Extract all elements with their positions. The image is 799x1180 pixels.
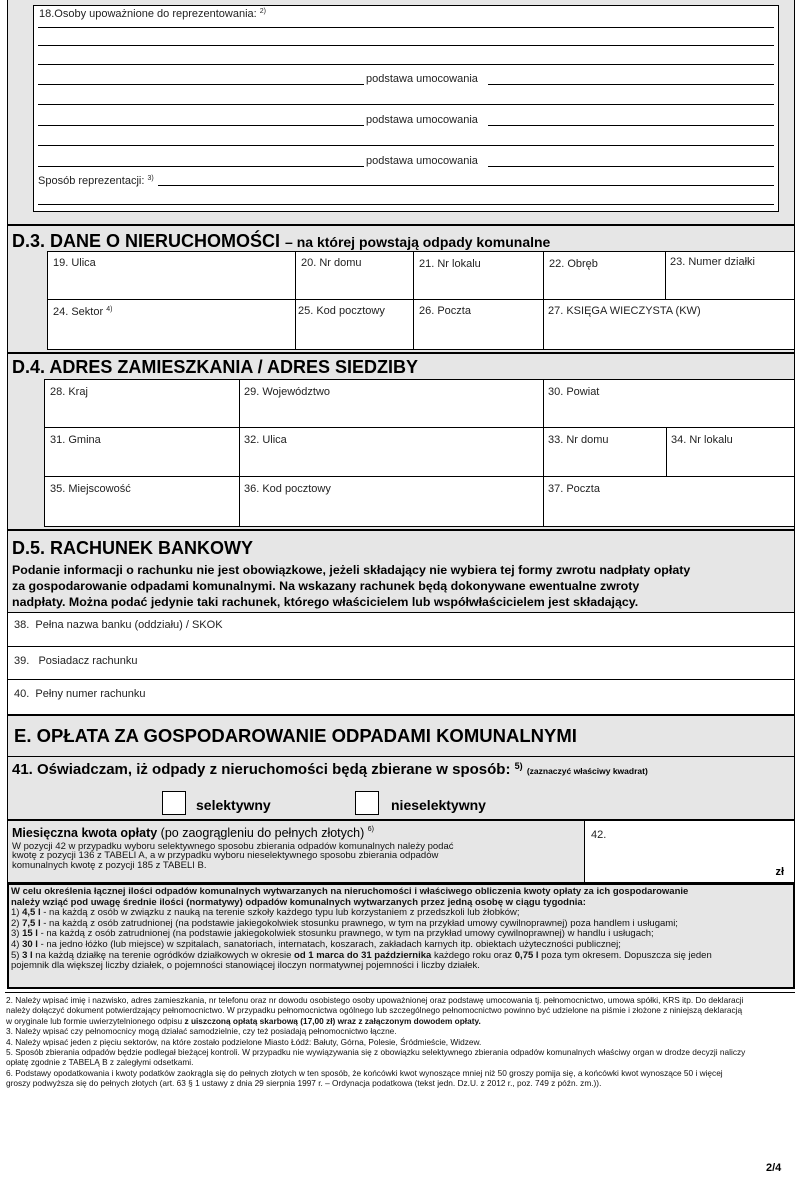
field-28-country[interactable]: 28. Kraj [44,379,240,428]
field-36-postal-code[interactable]: 36. Kod pocztowy [239,476,544,527]
field-38-bank-name[interactable]: 38. Pełna nazwa banku (oddziału) / SKOK [7,612,795,647]
representative-3-line[interactable] [38,166,364,167]
field-31-commune[interactable]: 31. Gmina [44,427,240,477]
selective-checkbox[interactable] [162,791,186,815]
section-d3-title: D.3. DANE O NIERUCHOMOŚCI – na której powstają odpady komunalne [12,231,551,251]
currency-label: zł [775,866,784,878]
field-20-house-number[interactable]: 20. Nr domu [295,251,414,300]
representation-line-1[interactable] [158,185,774,186]
field-35-city[interactable]: 35. Miejscowość [44,476,240,527]
basis-label-2: podstawa umocowania [366,114,478,126]
basis-3-line[interactable] [488,166,774,167]
field-19-street[interactable]: 19. Ulica [47,251,296,300]
field-25-postal-code[interactable]: 25. Kod pocztowy [295,299,414,350]
representative-2-line[interactable] [38,125,364,126]
monthly-fee-title: Miesięczna kwota opłaty (po zaogrągleniu do pełnych złotych) $^{6)}$ [12,826,374,840]
representatives-line-2[interactable] [38,45,774,46]
nonselective-label: nieselektywny [391,797,486,813]
representation-label: Sposób reprezentacji: $^{3)}$ [38,175,154,187]
basis-label-3: podstawa umocowania [366,155,478,167]
field-24-sector[interactable]: 24. Sektor $^{4)}$ [47,299,296,350]
field-27-land-register[interactable]: 27. KSIĘGA WIECZYSTA (KW) [543,299,795,350]
basis-label-1: podstawa umocowania [366,73,478,85]
field-32-street[interactable]: 32. Ulica [239,427,544,477]
field-26-post-office[interactable]: 26. Poczta [413,299,544,350]
field-39-account-holder[interactable]: 39. Posiadacz rachunku [7,646,795,680]
d5-info-text: Podanie informacji o rachunku nie jest obowiązkowe, jeżeli składający nie wybiera tej formy zwrotu nadpłaty opłaty za gospodarowanie odpadami komunalnymi. Na wskazany rachunek będą dokonywane ewentualne zwroty nadpłaty. Można podać jedynie taki rachunek, którego właścicielem lub współwłaścicielem jest składający. [12,563,691,609]
field-22-precinct[interactable]: 22. Obręb [543,251,666,300]
section-e-title: E. OPŁATA ZA GOSPODAROWANIE ODPADAMI KOMUNALNYMI [14,725,577,746]
field-23-plot-number[interactable]: 23. Numer działki [665,251,795,300]
monthly-fee-description: W pozycji 42 w przypadku wyboru selektywnego sposobu zbierania odpadów komunalnych należy podać kwotę z pozycji 136 z TABELI A, a w przypadku wyboru nieselektywnego sposobu zbierania odpadów komunalnych kwotę z pozycji 185 z TABELI B. [12,841,454,871]
rules-text: W celu określenia łącznej ilości odpadów komunalnych wytwarzanych na nieruchomości i właściwego obliczenia kwoty opłaty za ich gospodarowanie należy wziąć pod uwagę średnie ilości (normatywy) odpadów komunalnych wytwarzanych przez jedną osobę w ciągu tygodnia: 1) 4,5 l - na każdą z osób w związku z nauką na terenie szkoły każdego typu lub korzystaniem z przedszkoli lub żłobków; 2) 7,5 l - na każdą z osób zatrudnionej (na podstawie jakiegokolwiek stosunku prawnego, w tym na przykład umowy cywilnoprawnej) poza handlem i usługami; 3) 15 l - na każdą z osób zatrudnionej (na podstawie jakiegokolwiek stosunku prawnego, w tym na przykład umowy cywilnoprawnej) w handlu i usługach; 4) 30 l - na jedno łóżko (lub miejsce) w szpitalach, sanatoriach, internatach, koszarach, zakładach karnych itp. obiektach użyteczności publicznej; 5) 3 l na każdą działkę na terenie ogródków działkowych w okresie od 1 marca do 31 października każdego roku oraz 0,75 l poza tym okresem. Dopuszcza się jeden pojemnik dla większej liczby działek, o pojemności stanowiącej iloczyn normatywnej pojemności i liczby działek. [11,886,712,972]
representatives-line-5[interactable] [38,145,774,146]
representation-line-2[interactable] [38,204,774,205]
page-number: 2/4 [766,1162,782,1174]
representatives-line-1[interactable] [38,27,774,28]
footnote-divider [5,992,795,993]
representatives-label: 18.Osoby upoważnione do reprezentowania: $^{2)}$ [39,8,266,20]
representatives-line-4[interactable] [38,104,774,105]
field-34-apartment-number[interactable]: 34. Nr lokalu [666,427,795,477]
question-41-label: 41. Oświadczam, iż odpady z nieruchomości będą zbierane w sposób: $^{5)}$ (zaznaczyć właściwy kwadrat) [12,761,648,778]
field-37-post-office[interactable]: 37. Poczta [543,476,795,527]
field-33-house-number[interactable]: 33. Nr domu [543,427,667,477]
footnotes: 2. Należy wpisać imię i nazwisko, adres zamieszkania, nr telefonu oraz nr dowodu osobistego osoby upoważnionej oraz podstawę umocowania tj. pełnomocnictwo, umowa spółki, KRS itp. Do deklaracji należy dołączyć dokument potwierdzający pełnomocnictwo. W przypadku pełnomocnictwa ogólnego lub szczególnego pełnomocnictwo powinno być udzielone na piśmie i złożone z niniejszą deklaracją w oryginale lub formie uwierzytelnionego odpisu z uiszczoną opłatą skarbową (17,00 zł) wraz z załączonym dowodem opłaty. 3. Należy wpisać czy pełnomocnicy mogą działać samodzielnie, czy też posiadają pełnomocnictwo łączne. 4. Należy wpisać jeden z pięciu sektorów, na które zostało podzielone Miasto Łódź: Bałuty, Górna, Polesie, Śródmieście, Widzew. 5. Sposób zbierania odpadów będzie podlegał bieżącej kontroli. W przypadku nie wywiązywania się z obowiązku selektywnego zbierania odpadów komunalnych właściwy organ w drodze decyzji naliczy opłatę zgodnie z TABELĄ B z zaległymi odsetkami. 6. Podstawy opodatkowania i kwoty podatków zaokrągla się do pełnych złotych w ten sposób, że końcówki kwot wynoszące mniej niż 50 groszy pomija się, a końcówki kwot wynoszące 50 i więcej groszy podwyższa się do pełnych złotych (art. 63 § 1 ustawy z dnia 29 sierpnia 1997 r. – Ordynacja podatkowa (tekst jedn. Dz.U. z 2012 r., poz. 749 z późn. zm.)). [6,995,746,1089]
section-d4-title: D.4. ADRES ZAMIESZKANIA / ADRES SIEDZIBY [12,357,419,377]
field-42-monthly-fee[interactable]: 42. zł [584,820,795,883]
representative-1-line[interactable] [38,84,364,85]
basis-1-line[interactable] [488,84,774,85]
nonselective-checkbox[interactable] [355,791,379,815]
field-21-apartment-number[interactable]: 21. Nr lokalu [413,251,544,300]
selective-label: selektywny [196,797,271,813]
basis-2-line[interactable] [488,125,774,126]
field-40-account-number[interactable]: 40. Pełny numer rachunku [7,679,795,715]
field-29-voivodeship[interactable]: 29. Województwo [239,379,544,428]
field-30-county[interactable]: 30. Powiat [543,379,795,428]
section-d5-title: D.5. RACHUNEK BANKOWY [12,538,254,558]
representatives-line-3[interactable] [38,64,774,65]
